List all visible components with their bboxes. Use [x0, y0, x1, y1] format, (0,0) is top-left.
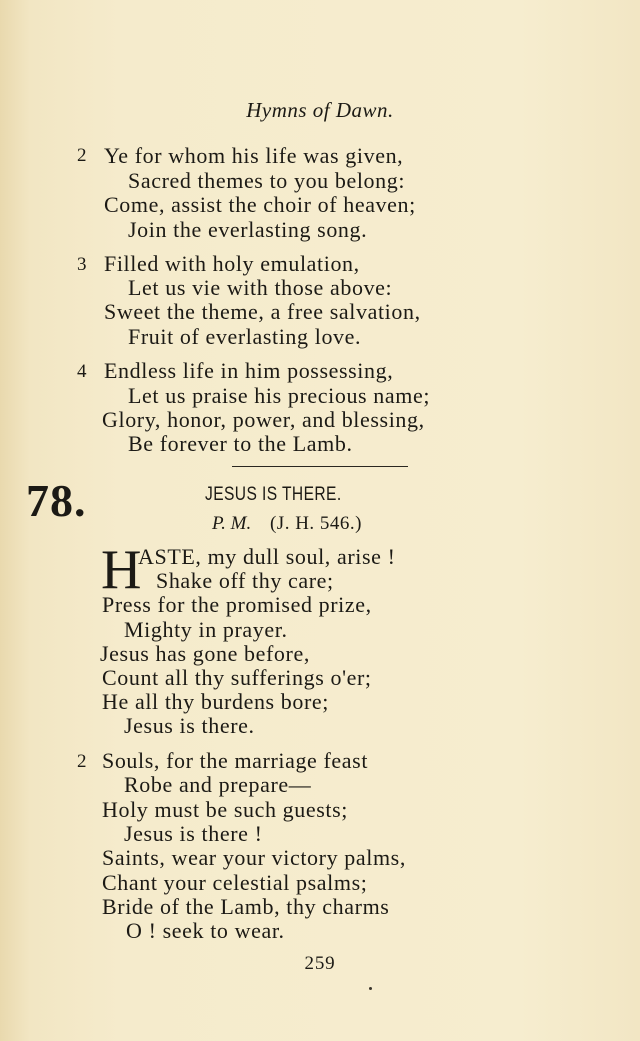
verse-line: Press for the promised prize, [102, 592, 372, 617]
verse-line: He all thy burdens bore; [102, 689, 330, 714]
verse-line: Glory, honor, power, and blessing, [102, 407, 425, 432]
hymn-number: 78. [26, 475, 87, 526]
verse-line: Endless life in him possessing, [104, 358, 394, 383]
verse-line: Ye for whom his life was given, [104, 143, 404, 168]
verse-number: 4 [77, 361, 87, 382]
verse-line: Jesus is there. [124, 713, 255, 738]
paper-speck [369, 987, 372, 990]
verse-line: Holy must be such guests; [102, 797, 348, 822]
verse-number: 3 [77, 254, 87, 275]
verse-line: Let us praise his precious name; [128, 383, 431, 408]
meter: P. M. [212, 513, 252, 534]
verse-line: Jesus is there ! [124, 821, 263, 846]
verse-line: Chant your celestial psalms; [102, 870, 368, 895]
verse-line: Bride of the Lamb, thy charms [102, 894, 390, 919]
verse-line: Count all thy sufferings o'er; [102, 665, 372, 690]
verse-line: Mighty in prayer. [124, 617, 288, 642]
verse-line: Sweet the theme, a free salvation, [104, 299, 421, 324]
verse-line: Join the everlasting song. [128, 217, 368, 242]
hymn-reference: (J. H. 546.) [269, 513, 363, 534]
verse-line: Souls, for the marriage feast [102, 748, 369, 773]
verse-line: Robe and prepare— [124, 772, 312, 797]
verse-line: Saints, wear your victory palms, [102, 845, 406, 870]
hymn-title: JESUS IS THERE. [205, 484, 342, 505]
verse-line: Filled with holy emulation, [104, 251, 360, 276]
verse-line: Shake off thy care; [156, 568, 334, 593]
meter-line [212, 513, 362, 535]
verse-line: Come, assist the choir of heaven; [104, 192, 416, 217]
drop-cap: H [101, 539, 142, 601]
verse-line: Let us vie with those above: [128, 275, 393, 300]
verse-line: Sacred themes to you belong: [128, 168, 406, 193]
verse-line: ASTE, my dull soul, arise ! [138, 544, 396, 569]
verse-line: Be forever to the Lamb. [128, 431, 353, 456]
verse-line: Fruit of everlasting love. [128, 324, 362, 349]
page-number: 259 [304, 953, 336, 974]
verse-number: 2 [77, 145, 87, 166]
verse-line: O ! seek to wear. [126, 918, 285, 943]
section-divider [232, 466, 408, 467]
verse-number: 2 [77, 751, 87, 772]
verse-line: Jesus has gone before, [100, 641, 310, 666]
running-head: Hymns of Dawn. [246, 98, 394, 122]
